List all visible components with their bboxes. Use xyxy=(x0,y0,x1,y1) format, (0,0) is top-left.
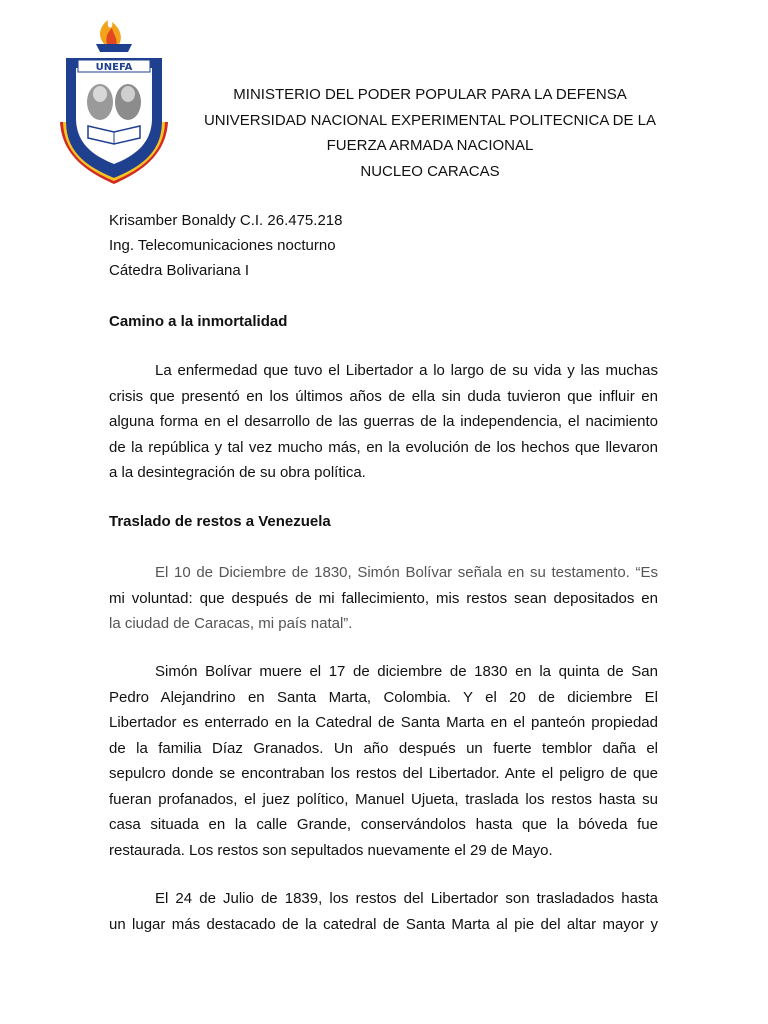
paragraph-line: un lugar más destacado de la catedral de Santa Marta al pie del altar mayor y xyxy=(109,915,658,933)
paragraph-line: Pedro Alejandrino en Santa Marta, Colombia. Y el 20 de diciembre El xyxy=(109,688,658,706)
header-ministry: MINISTERIO DEL PODER POPULAR PARA LA DEFENSA xyxy=(233,86,627,103)
student-career: Ing. Telecomunicaciones nocturno xyxy=(109,237,336,254)
heading-traslado: Traslado de restos a Venezuela xyxy=(109,513,331,530)
paragraph-line: Simón Bolívar muere el 17 de diciembre de 1830 en la quinta de San xyxy=(155,663,658,680)
paragraph-line: Libertador es enterrado en la Catedral de Santa Marta en el panteón propiedad xyxy=(109,714,658,731)
paragraph-line: restaurada. Los restos son sepultados nuevamente el 29 de Mayo. xyxy=(109,841,553,859)
paragraph-line: casa situada en la calle Grande, conservándolos hasta que la bóveda fue xyxy=(109,816,658,833)
paragraph-line: crisis que presentó en los últimos años de ella sin duda tuvieron que influir en xyxy=(109,387,658,405)
svg-text:UNEFA: UNEFA xyxy=(95,62,133,73)
paragraph-line: La enfermedad que tuvo el Libertador a lo largo de su vida y las muchas xyxy=(155,362,658,379)
paragraph-testamento xyxy=(109,560,658,637)
paragraph-line: fueran profanados, el juez político, Manuel Ujueta, traslada los restos hasta su xyxy=(109,790,658,808)
paragraph-line: El 10 de Diciembre de 1830, Simón Bolívar señala en su testamento. “Es xyxy=(155,564,658,581)
paragraph-traslado-1839 xyxy=(109,886,658,937)
paragraph-enfermedad xyxy=(109,358,658,486)
unefa-logo xyxy=(58,18,170,186)
student-name: Krisamber Bonaldy C.I. 26.475.218 xyxy=(109,212,343,229)
document-header xyxy=(170,82,690,184)
paragraph-line: El 24 de Julio de 1839, los restos del Libertador son trasladados hasta xyxy=(155,890,658,907)
heading-camino: Camino a la inmortalidad xyxy=(109,313,288,330)
paragraph-line: alguna forma en el desarrollo de las guerras de la independencia, el nacimiento xyxy=(109,413,658,430)
paragraph-line: la ciudad de Caracas, mi país natal”. xyxy=(109,615,353,632)
paragraph-line: a la desintegración de su obra política. xyxy=(109,464,366,481)
header-university: UNIVERSIDAD NACIONAL EXPERIMENTAL POLITECNICA DE LA xyxy=(203,111,657,129)
header-nucleus: NUCLEO CARACAS xyxy=(360,162,500,180)
student-course: Cátedra Bolivariana I xyxy=(109,262,250,279)
student-info xyxy=(109,208,342,283)
paragraph-line: mi voluntad: que después de mi fallecimiento, mis restos sean depositados en xyxy=(109,589,658,607)
header-university-cont: FUERZA ARMADA NACIONAL xyxy=(326,137,534,154)
paragraph-line: de la familia Díaz Granados. Un año después un fuerte temblor daña el xyxy=(109,739,658,757)
paragraph-line: sepulcro donde se encontraban los restos del Libertador. Ante el peligro de que xyxy=(109,765,658,782)
paragraph-line: de la república y tal vez mucho más, en la evolución de los hechos que llevaron xyxy=(109,438,658,456)
paragraph-muerte xyxy=(109,659,658,863)
